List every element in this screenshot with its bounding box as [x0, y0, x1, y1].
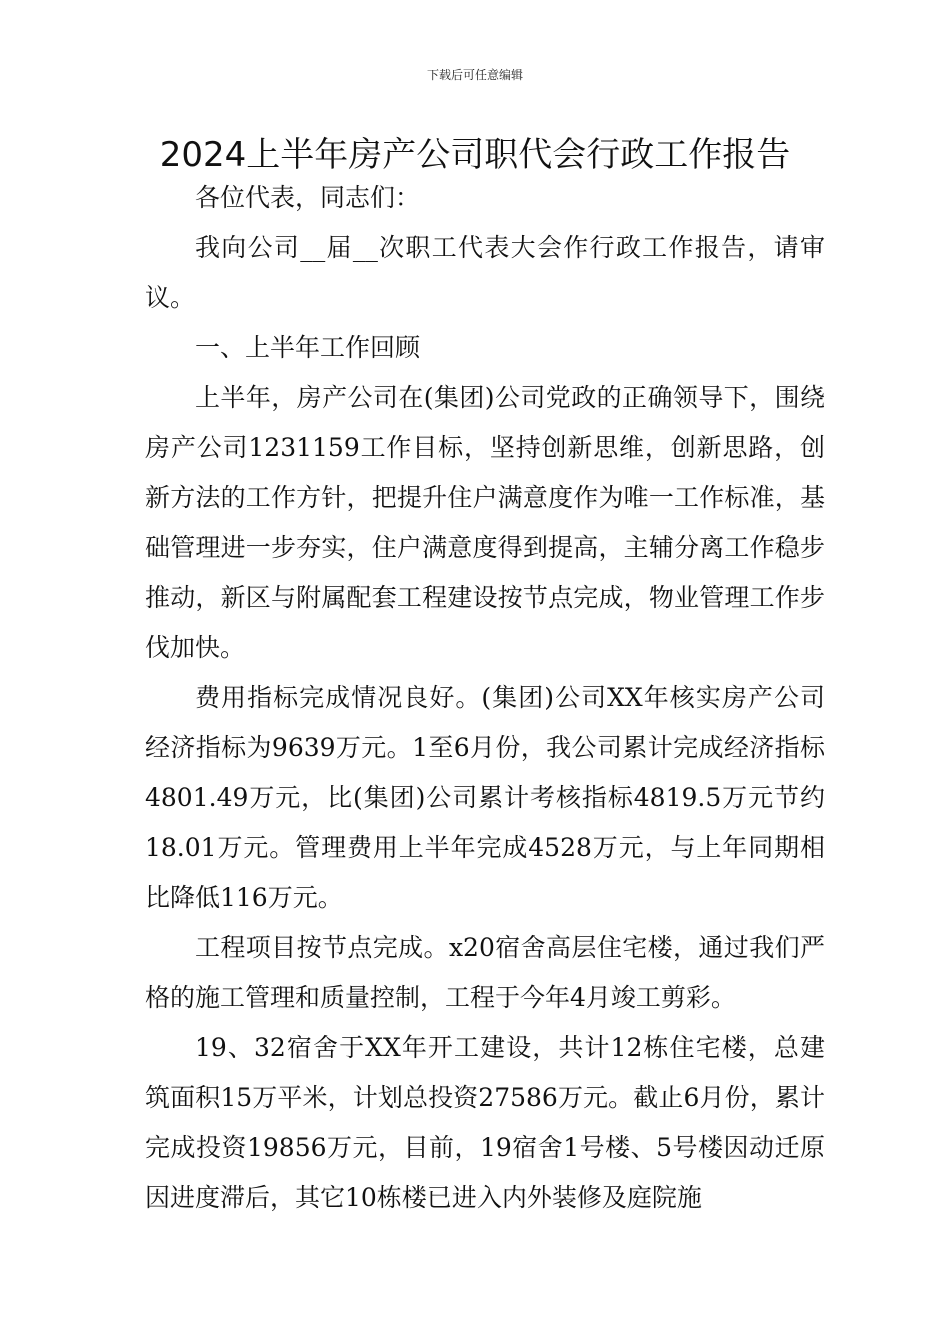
header-note: 下载后可任意编辑: [426, 68, 523, 82]
overview-paragraph: 上半年，房产公司在(集团)公司党政的正确领导下，围绕房产公司1231159工作目标，坚持创新思维，创新思路，创新方法的工作方针，把提升住户满意度作为唯一工作标准，基础管理进一步夯实，住户满意度得到提高，主辅分离工作稳步推动，新区与附属配套工程建设按节点完成，物业管理工作步伐加快。: [145, 383, 825, 662]
section-heading: 一、上半年工作回顾: [195, 333, 421, 362]
document-body: [145, 173, 825, 1223]
intro-paragraph: 我向公司__届__次职工代表大会作行政工作报告，请审议。: [145, 233, 825, 312]
dormitory-paragraph: 19、32宿舍于XX年开工建设，共计12栋住宅楼，总建筑面积15万平米，计划总投资27586万元。截止6月份，累计完成投资19856万元，目前，19宿舍1号楼、5号楼因动迁原因进度滞后，其它10栋楼已进入内外装修及庭院施: [145, 1033, 825, 1212]
cost-paragraph: 费用指标完成情况良好。(集团)公司XX年核实房产公司经济指标为9639万元。1至6月份，我公司累计完成经济指标4801.49万元，比(集团)公司累计考核指标4819.5万元节约18.01万元。管理费用上半年完成4528万元，与上年同期相比降低116万元。: [145, 683, 825, 912]
project-paragraph: 工程项目按节点完成。x20宿舍高层住宅楼，通过我们严格的施工管理和质量控制，工程于今年4月竣工剪彩。: [145, 933, 825, 1012]
salutation-paragraph: 各位代表，同志们：: [195, 183, 421, 212]
document-title: 2024上半年房产公司职代会行政工作报告: [159, 135, 791, 175]
